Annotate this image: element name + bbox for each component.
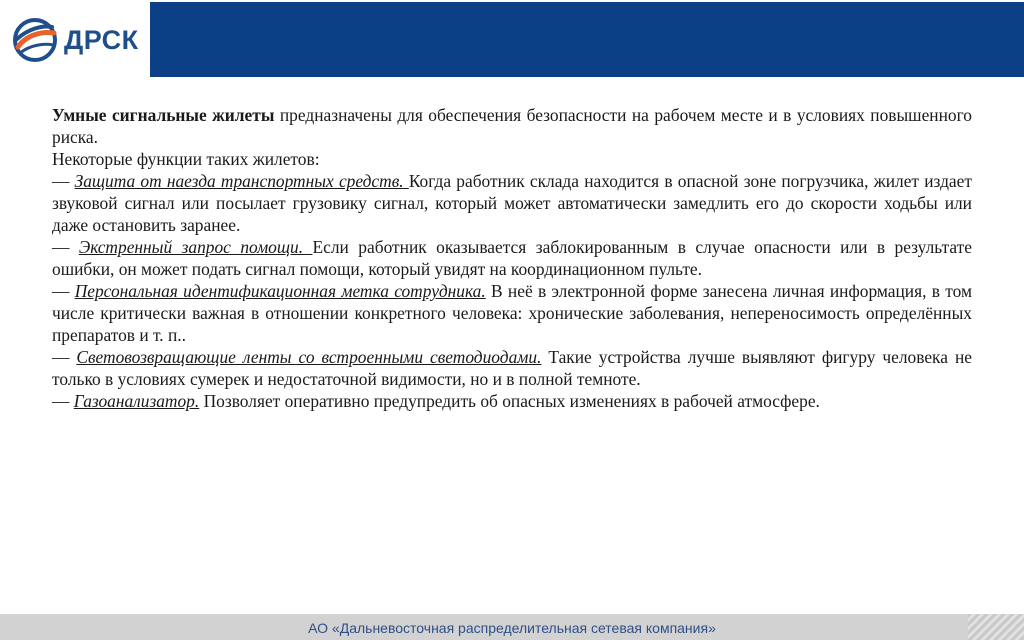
intro-text: предназначены для обеспечения безопасности на рабочем месте и в условиях повышенного риска. [52,105,972,147]
feature-text: Когда работник склада находится в опасной зоне погрузчика, жилет издает звуковой сигнал или посылает грузовику сигнал, который может автоматически замедлить его до скорости ходьбы или даже остановить заранее. [52,171,972,235]
item-dash: — [52,281,75,301]
feature-item [52,390,972,412]
feature-title: Газоанализатор. [73,391,200,411]
feature-text: В неё в электронной форме занесена личная информация, в том числе критически важная в отношении конкретного человека: хронические заболевания, непереносимость определённых препаратов и т. п.. [52,281,972,345]
footer-company-name: АО «Дальневосточная распределительная сетевая компания» [308,620,716,636]
item-dash: — [52,391,74,411]
intro-paragraph [52,104,972,148]
intro-bold: Умные сигнальные жилеты [52,105,275,125]
subheading: Некоторые функции таких жилетов: [52,149,320,169]
feature-item [52,280,972,346]
feature-item [52,170,972,236]
feature-title: Световозвращающие ленты со встроенными светодиодами. [76,347,542,367]
feature-text: Позволяет оперативно предупредить об опасных изменениях в рабочей атмосфере. [199,391,820,411]
feature-text: Если работник оказывается заблокированным в случае опасности или в результате ошибки, он может подать сигнал помощи, который увидят на координационном пульте. [52,237,972,279]
feature-title: Персональная идентификационная метка сотрудника. [74,281,486,301]
item-dash: — [52,347,77,367]
feature-item [52,236,972,280]
drsk-logo-icon [12,17,58,63]
header-bar [150,2,1024,77]
feature-title: Экстренный запрос помощи. [78,237,313,257]
slide-body [52,104,972,412]
item-dash: — [52,237,79,257]
feature-text: Такие устройства лучше выявляют фигуру человека не только в условиях сумерек и недостаточной видимости, но и в полной темноте. [52,347,972,389]
feature-item [52,346,972,390]
logo-text: ДРСК [64,24,139,55]
item-dash: — [52,171,75,191]
feature-title: Защита от наезда транспортных средств. [74,171,409,191]
company-logo [12,12,152,68]
